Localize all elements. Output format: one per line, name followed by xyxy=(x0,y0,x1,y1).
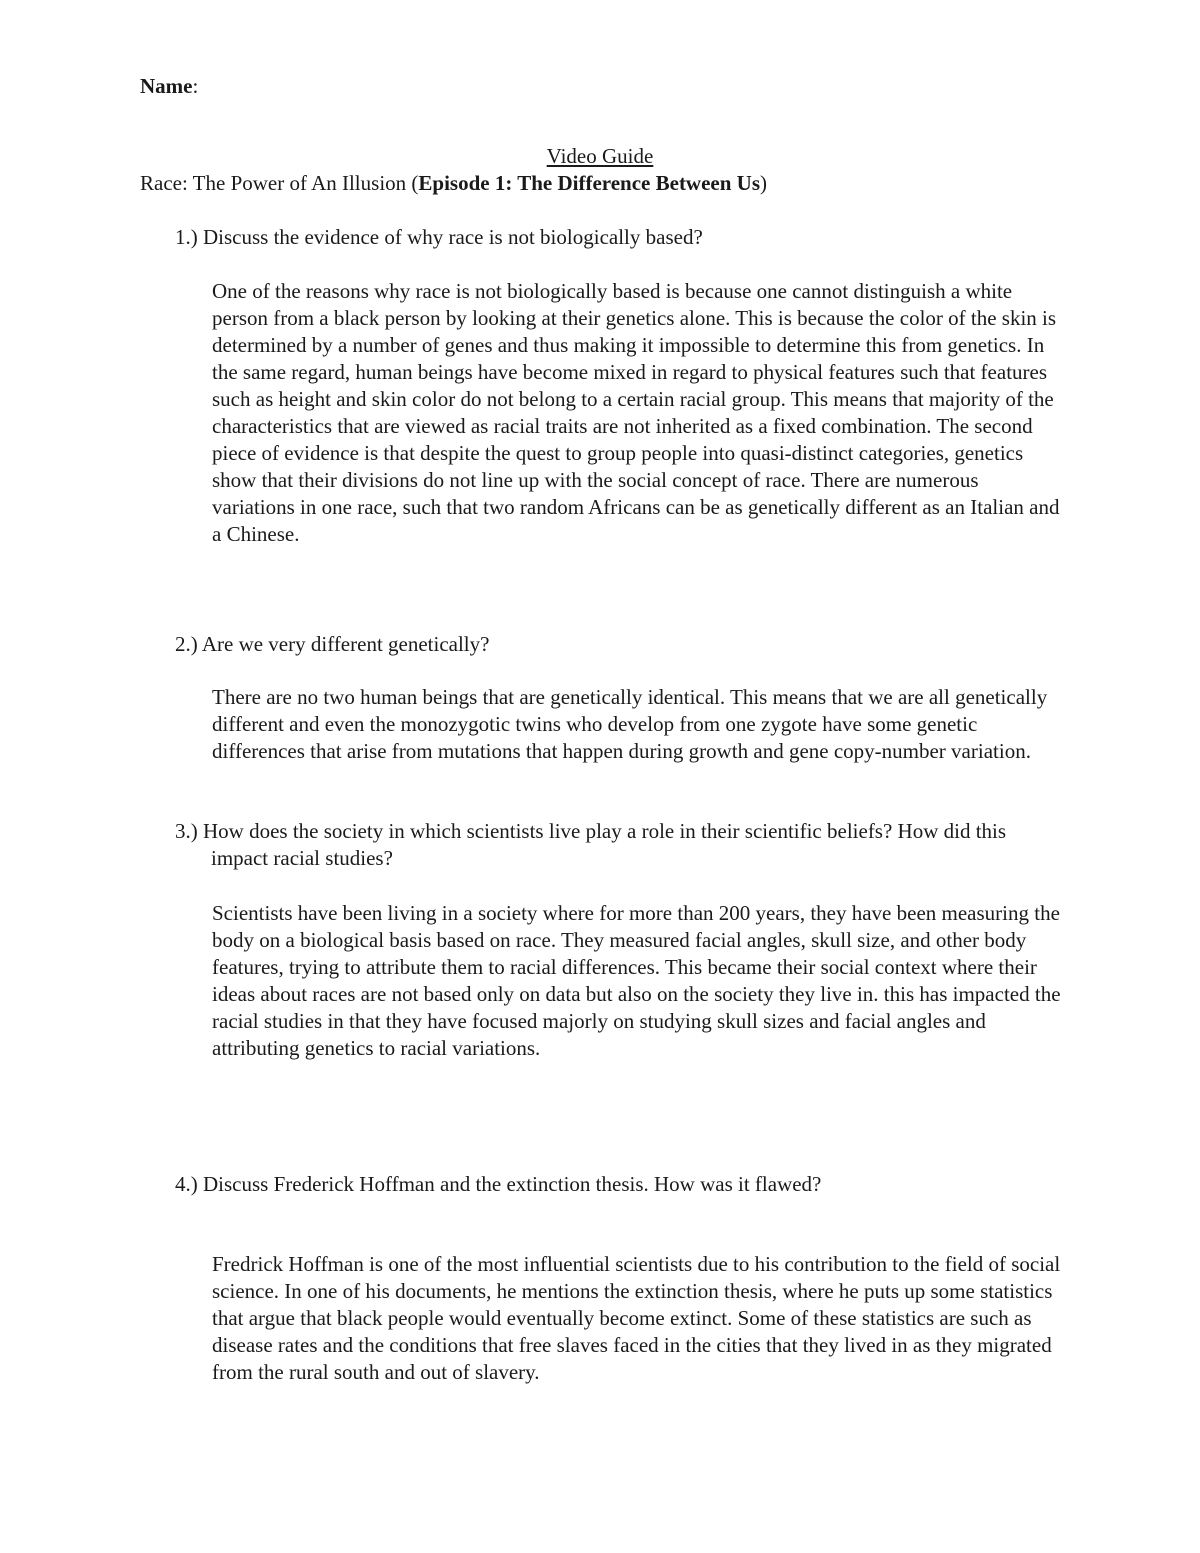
answer-2: There are no two human beings that are genetically identical. This means that we are all genetically different and even the monozygotic twins who develop from one zygote have some genetic differences that arise from mutations that happen during growth and gene copy-number variation. xyxy=(212,685,1048,763)
answer-3: Scientists have been living in a society where for more than 200 years, they have been measuring the body on a biological basis based on race. They measured facial angles, skull size, and other body features, trying to attribute them to racial differences. This became their social context where their ideas about races are not based only on data but also on the society they live in. this has impacted the racial studies in that they have focused majorly on studying skull sizes and facial angles and attributing genetics to racial variations. xyxy=(212,901,1061,1060)
document-subtitle xyxy=(140,170,767,197)
subtitle-episode: Episode 1: The Difference Between Us xyxy=(418,171,761,195)
name-colon: : xyxy=(192,74,199,98)
name-label: Name xyxy=(140,74,193,98)
answer-4: Fredrick Hoffman is one of the most influential scientists due to his contribution to the field of social science. In one of his documents, he mentions the extinction thesis, where he puts up some statistics that argue that black people would eventually become extinct. Some of these statistics are such as disease rates and the conditions that free slaves faced in the cities that they lived in as they migrated from the rural south and out of slavery. xyxy=(212,1252,1061,1384)
subtitle-suffix: ) xyxy=(760,171,768,195)
answer-1: One of the reasons why race is not biologically based is because one cannot distinguish a white person from a black person by looking at their genetics alone. This is because the color of the skin is determined by a number of genes and thus making it impossible to determine this from genetics. In the same regard, human beings have become mixed in regard to physical features such that features such as height and skin color do not belong to a certain racial group. This means that majority of the characteristics that are viewed as racial traits are not inherited as a fixed combination. The second piece of evidence is that despite the quest to group people into quasi-distinct categories, genetics show that their divisions do not line up with the social concept of race. There are numerous variations in one race, such that two random Africans can be as genetically different as an Italian and a Chinese. xyxy=(212,279,1060,546)
subtitle-prefix: Race: The Power of An Illusion ( xyxy=(140,171,419,195)
question-3: 3.) How does the society in which scientists live play a role in their scientific beliefs? How did this impact racial studies? xyxy=(175,819,1007,870)
question-2: 2.) Are we very different genetically? xyxy=(175,632,490,656)
name-field-label xyxy=(140,73,198,100)
document-title: Video Guide xyxy=(546,144,654,168)
question-1: 1.) Discuss the evidence of why race is not biologically based? xyxy=(175,225,703,249)
question-4: 4.) Discuss Frederick Hoffman and the extinction thesis. How was it flawed? xyxy=(175,1172,822,1196)
